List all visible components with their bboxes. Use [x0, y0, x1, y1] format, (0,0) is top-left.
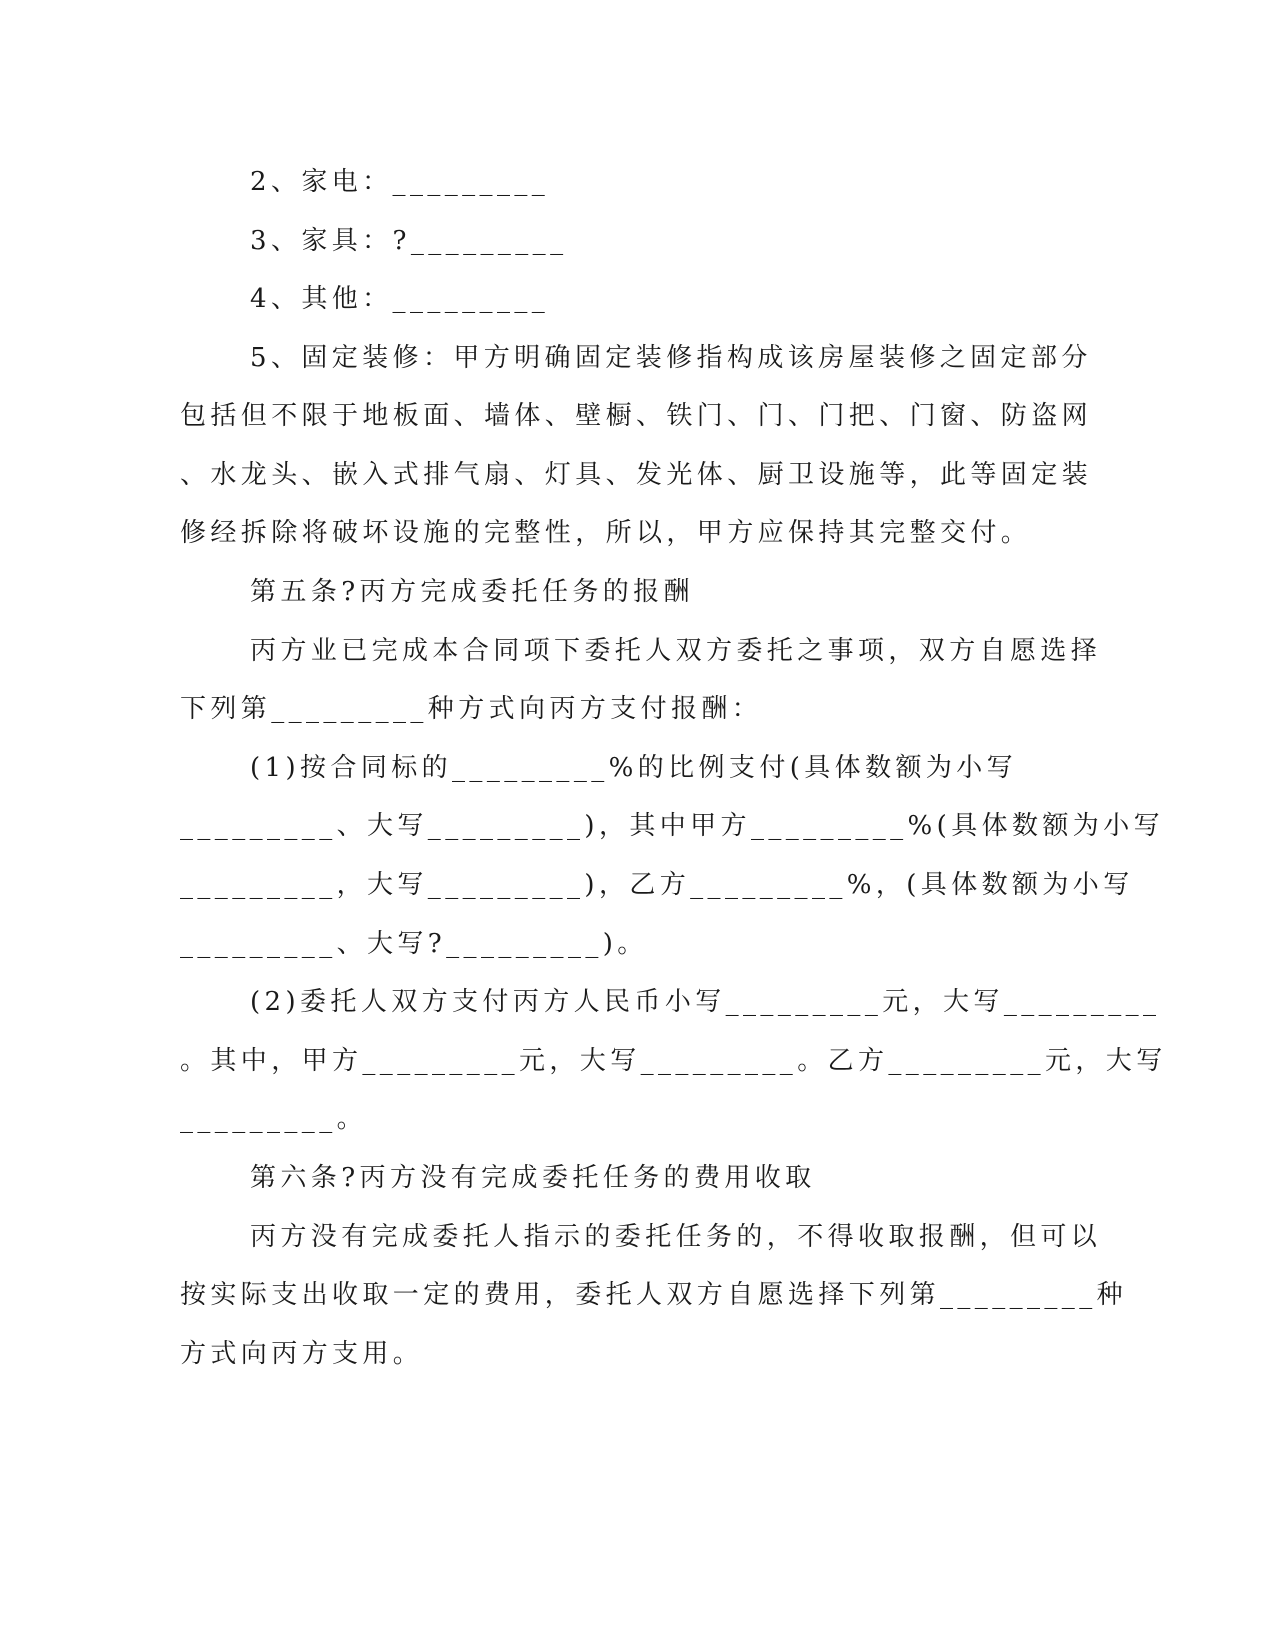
- item-furniture: 3、家具：?_________: [250, 226, 568, 256]
- paragraph-line: _________、大写_________)，其中甲方_________%(具体数额为小写: [180, 811, 1164, 841]
- paragraph-line: 按实际支出收取一定的费用，委托人双方自愿选择下列第_________种: [180, 1280, 1128, 1310]
- option-2: (2)委托人双方支付丙方人民币小写_________元，大写_________: [250, 987, 1161, 1017]
- paragraph-line: 方式向丙方支用。: [180, 1339, 424, 1369]
- item-fixed-decoration: 5、固定装修：甲方明确固定装修指构成该房屋装修之固定部分: [250, 343, 1092, 373]
- item-appliances: 2、家电：_________: [250, 167, 550, 197]
- paragraph-line: _________，大写_________)，乙方_________%，(具体数额为小写: [180, 870, 1134, 900]
- paragraph-line: 丙方没有完成委托人指示的委托任务的，不得收取报酬，但可以: [250, 1222, 1102, 1252]
- option-1: (1)按合同标的_________%的比例支付(具体数额为小写: [250, 753, 1018, 783]
- paragraph-line: 包括但不限于地板面、墙体、壁橱、铁门、门、门把、门窗、防盗网: [180, 401, 1093, 431]
- paragraph-line: _________、大写?_________)。: [180, 929, 648, 959]
- article-5-heading: 第五条?丙方完成委托任务的报酬: [250, 577, 694, 607]
- paragraph-line: 修经拆除将破坏设施的完整性，所以，甲方应保持其完整交付。: [180, 518, 1032, 548]
- paragraph-line: 。其中，甲方_________元，大写_________。乙方_________元，大写: [180, 1046, 1167, 1076]
- item-other: 4、其他：_________: [250, 284, 550, 314]
- paragraph-line: 下列第_________种方式向丙方支付报酬：: [180, 694, 763, 724]
- article-6-heading: 第六条?丙方没有完成委托任务的费用收取: [250, 1163, 816, 1193]
- paragraph-line: 、水龙头、嵌入式排气扇、灯具、发光体、厨卫设施等，此等固定装: [180, 460, 1093, 490]
- paragraph-line: _________。: [180, 1104, 367, 1134]
- paragraph-line: 丙方业已完成本合同项下委托人双方委托之事项，双方自愿选择: [250, 636, 1102, 666]
